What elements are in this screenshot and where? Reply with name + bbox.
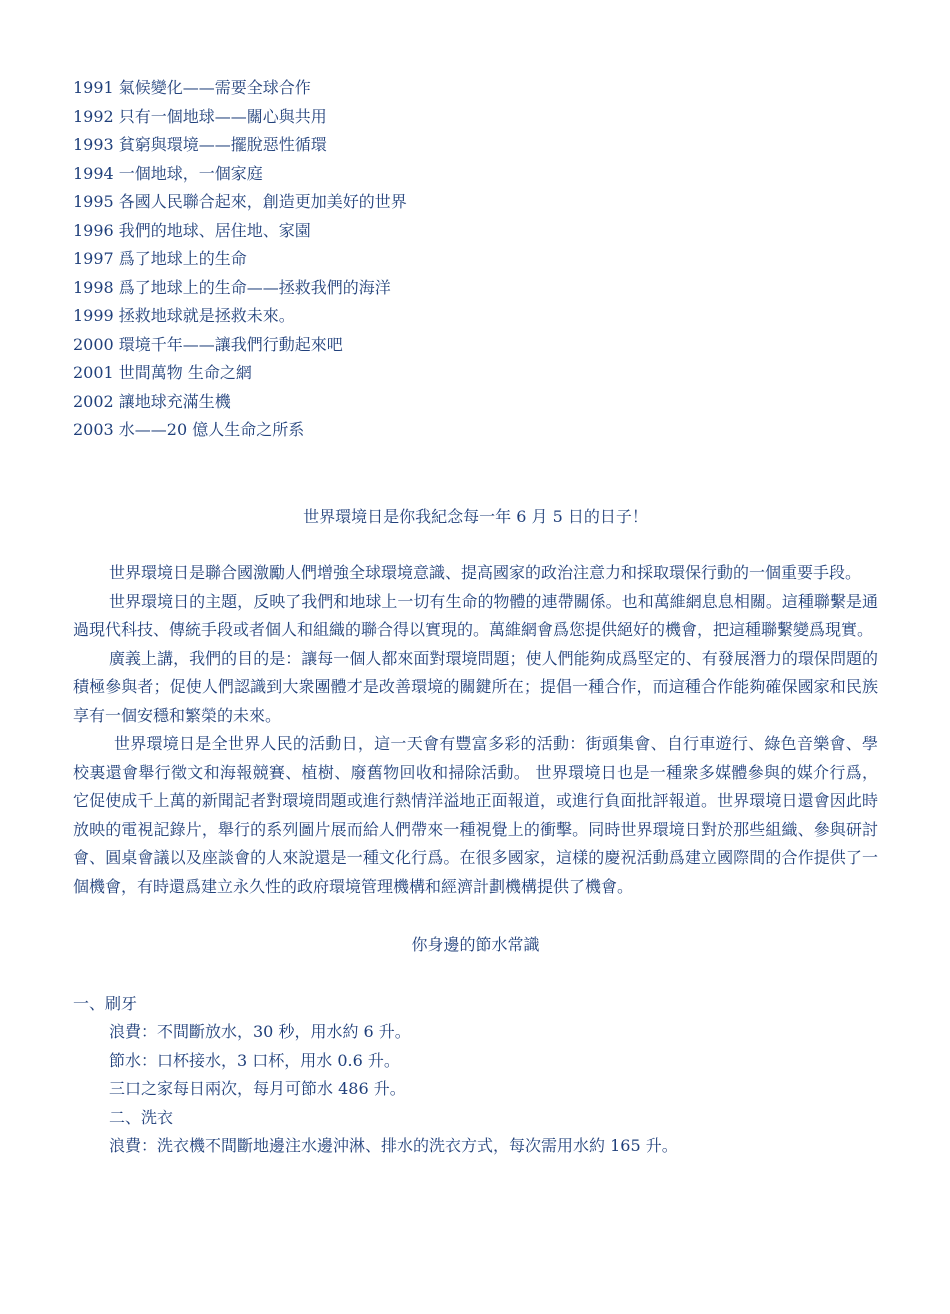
paragraph: 世界環境日的主題，反映了我們和地球上一切有生命的物體的連帶關係。也和萬維網息息相關。這種聯繫是通過現代科技、傳統手段或者個人和組織的聯合得以實現的。萬維網會爲您提供絕好的機會，把這種聯繫變爲現實。 [73, 591, 878, 639]
theme-item: 1995 各國人民聯合起來，創造更加美好的世界 [73, 192, 407, 211]
theme-item: 1994 一個地球，一個家庭 [73, 163, 263, 183]
document-page [73, 74, 878, 1161]
theme-item: 1993 貧窮與環境——擺脫惡性循環 [73, 135, 327, 154]
list-heading: 一、刷牙 [73, 993, 138, 1013]
list-item: 浪費：不間斷放水，30 秒，用水約 6 升。 [109, 1022, 411, 1041]
theme-item: 1997 爲了地球上的生命 [73, 249, 247, 268]
list-item: 浪費：洗衣機不間斷地邊注水邊沖淋、排水的洗衣方式，每次需用水約 165 升。 [109, 1136, 678, 1155]
theme-item: 1991 氣候變化——需要全球合作 [73, 78, 311, 97]
theme-item: 1992 只有一個地球——關心與共用 [73, 106, 327, 126]
list-item: 三口之家每日兩次，每月可節水 486 升。 [109, 1079, 406, 1098]
paragraph: 世界環境日是聯合國激勵人們增強全球環境意識、提高國家的政治注意力和採取環保行動的一個重要手段。 [109, 563, 862, 582]
paragraph: 世界環境日是全世界人民的活動日，這一天會有豐富多彩的活動：街頭集會、自行車遊行、綠色音樂會、學校裏還會舉行徵文和海報競賽、植樹、廢舊物回收和掃除活動。 世界環境日也是一種衆多媒體參與的媒介行爲，它促使成千上萬的新聞記者對環境問題或進行熱情洋溢地正面報道，或進行負面批評報道。世界環境日還會因此時放映的電視記錄片，舉行的系列圖片展而給人們帶來一種視覺上的衝擊。同時世界環境日對於那些組織、參與研討會、圓桌會議以及座談會的人來說還是一種文化行爲。在很多國家，這樣的慶祝活動爲建立國際間的合作提供了一個機會，有時還爲建立永久性的政府環境管理機構和經濟計劃機構提供了機會。 [73, 734, 878, 896]
water-saving-list [73, 990, 878, 1161]
theme-item: 2001 世間萬物 生命之網 [73, 363, 252, 382]
environment-day-body [73, 559, 878, 901]
list-heading: 二、洗衣 [109, 1107, 174, 1127]
section-heading-water-saving: 你身邊的節水常識 [411, 935, 540, 954]
list-item: 節水：口杯接水，3 口杯，用水 0.6 升。 [109, 1050, 400, 1070]
theme-item: 2002 讓地球充滿生機 [73, 391, 231, 411]
section-heading-environment-day: 世界環境日是你我紀念每一年 6 月 5 日的日子！ [303, 506, 648, 526]
theme-item: 2000 環境千年——讓我們行動起來吧 [73, 334, 343, 354]
paragraph: 廣義上講，我們的目的是：讓每一個人都來面對環境問題；使人們能夠成爲堅定的、有發展潛力的環保問題的積極參與者；促使人們認識到大衆團體才是改善環境的關鍵所在；提倡一種合作，而這種合作能夠確保國家和民族享有一個安穩和繁榮的未來。 [73, 648, 878, 725]
theme-item: 1999 拯救地球就是拯救未來。 [73, 306, 295, 325]
theme-item: 2003 水——20 億人生命之所系 [73, 420, 305, 439]
theme-item: 1996 我們的地球、居住地、家園 [73, 220, 311, 240]
theme-list [73, 74, 878, 445]
theme-item: 1998 爲了地球上的生命——拯救我們的海洋 [73, 277, 391, 297]
